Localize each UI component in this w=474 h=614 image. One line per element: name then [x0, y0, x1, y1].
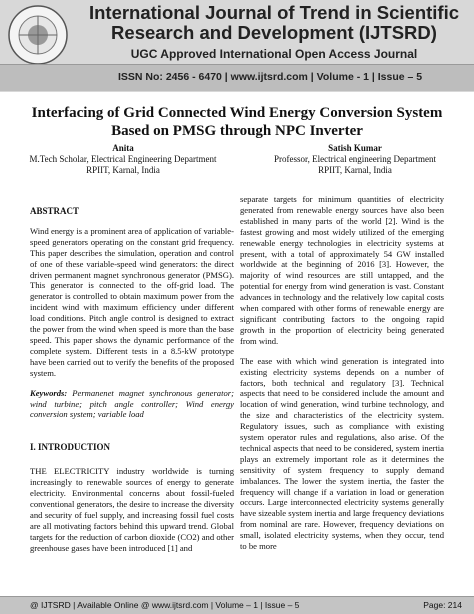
abstract-heading: ABSTRACT	[30, 206, 80, 216]
intro-heading: I. INTRODUCTION	[30, 442, 111, 453]
issn-bar	[0, 64, 474, 91]
abstract-text: Wind energy is a prominent area of application of variable-speed generators operating on the constant grid frequency. This paper describes the simulation, operation and control of one of these variable-speed wind generators: the direct driven permanent magnet synchronous generator (PMSG). This generator is connected to the off-grid load. The generator is controlled to obtain maximum power from the incident wind with maximum efficiency under different load conditions. Pitch angle control is designed to extract the power from the wind when speed is more than the base speed. This paper shows the dynamic performance of the complete system. Different tests in a 8.5-kW prototype have been carried out to verify the benefits of the proposed system.	[30, 225, 234, 378]
keywords-label: Keywords:	[30, 387, 68, 398]
intro-text: THE ELECTRICITY industry worldwide is turning increasingly to renewable sources of energy to generate electricity. Environmental concerns about fossil-fueled conventional generators, the desire to increase the diversity and security of fuel supply, and increasing fossil fuel costs are all motivating factors behind this upward trend. Global targets for the reduction of carbon dioxide (CO2) and other greenhouse gases have been introduced [1] and	[30, 466, 234, 553]
author-affiliation: M.Tech Scholar, Electrical Engineering Department	[29, 154, 217, 164]
keywords-text: Permanenet magnet synchronous generator; wind turbine; pitch angle controller; Wind energy conversion system; variable load	[30, 387, 234, 420]
journal-subtitle: UGC Approved International Open Access Journal	[130, 47, 418, 61]
paper-title	[20, 104, 454, 140]
paper-title-line1: Interfacing of Grid Connected Wind Energy Conversion System	[31, 105, 443, 121]
paper-title-line2: Based on PMSG through NPC Inverter	[111, 123, 363, 139]
author-name: Satish Kumar	[328, 143, 382, 153]
journal-title-line1: International Journal of Trend in Scientific	[88, 2, 460, 23]
author-block-2	[240, 143, 470, 176]
journal-logo-icon	[7, 4, 69, 66]
journal-title	[78, 3, 470, 43]
footer-page-number: Page: 214	[423, 600, 462, 610]
journal-header	[0, 0, 474, 92]
author-affiliation: Professor, Electrical engineering Department	[273, 154, 437, 164]
right-para-2: The ease with which wind generation is integrated into existing electricity systems depends on a number of factors, both technical and regulatory [3]. Technical aspects that need to be considered include the amount and location of wind generation, wind turbine technology, and the size and characteristics of the electricity system. Regulatory issues, such as compliance with existing system operator rules and regulations, also arise. Of the technical aspects that need to be considered, system inertia plays an extremely important role as it determines the sensitivity of system frequency to supply demand imbalances. The lower the system inertia, the faster the frequency will change if a variation in load or generation occurs. Large interconnected electricity systems generally have sizeable system inertia and large frequency deviations from nominal are rare. However, frequency deviations on small, isolated electricity systems, when they occur, tend to be more	[240, 355, 444, 552]
right-para-1: separate targets for minimum quantities of electricity generated from renewable energy sources have also been established in many parts of the world [2]. Wind is the fastest growing and most widely utilized of the emerging renewable energy technologies in electricity systems at present, with a total of approximately 54 GW installed worldwide at the beginning of 2016 [3]. However, the majority of wind resources are still untapped, and the potential for energy from wind generation is vast. Constant advances in technology and the relatively low capital costs when compared with other forms of renewable energy are significant contributing factors to the ongoing rapid growth in the proportion of electricity being generated from wind.	[240, 194, 444, 346]
left-column	[30, 206, 234, 553]
right-column	[240, 194, 444, 552]
keywords	[30, 388, 234, 421]
footer-left: @ IJTSRD | Available Online @ www.ijtsrd.com | Volume – 1 | Issue – 5	[30, 600, 300, 610]
author-location: RPIIT, Karnal, India	[318, 165, 392, 175]
page-footer	[0, 596, 474, 614]
journal-title-line2: Research and Development (IJTSRD)	[111, 22, 437, 43]
author-name: Anita	[112, 143, 134, 153]
author-location: RPIIT, Karnal, India	[86, 165, 160, 175]
author-block-1	[8, 143, 238, 176]
issn-line: ISSN No: 2456 - 6470 | www.ijtsrd.com | Volume - 1 | Issue – 5	[118, 71, 423, 83]
